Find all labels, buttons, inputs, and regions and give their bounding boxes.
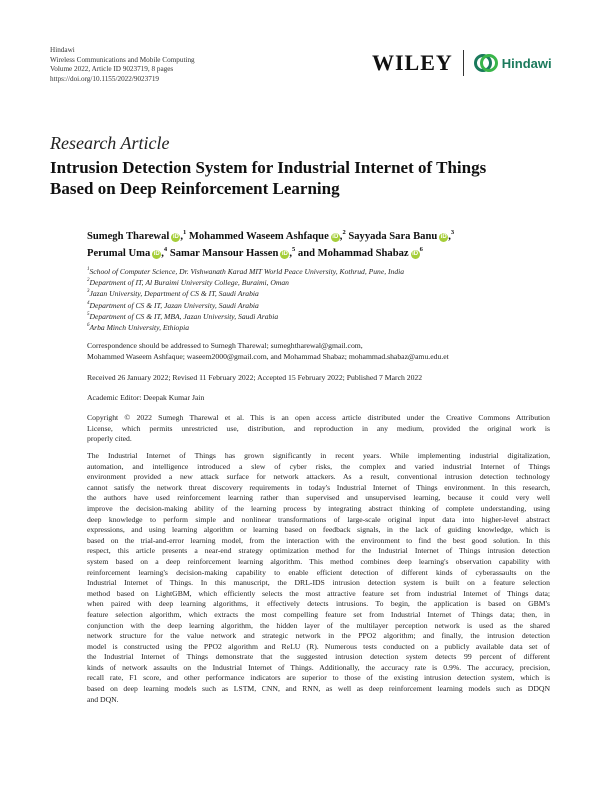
abstract-line: method based on LightGBM, which efficiently selects the most attractive feature set from industrial Internet of Things data;: [87, 588, 550, 598]
article-type: Research Article: [50, 133, 170, 153]
abstract-line: the Industrial Internet of Things demonstrate that the suggested intrusion detection system detects 99 percent of different: [87, 652, 550, 662]
copyright-notice: Copyright © 2022 Sumegh Tharewal et al. This is an open access article distributed under the Creative Commons Attribution License, which permits unrestricted use, distribution, and reproduction in any medium, provided the original work is properly cited.: [87, 413, 550, 444]
abstract-line: based on deep learning models such as LSTM, CNN, and RNN, as well as deep reinforcement learning models such as DDQN: [87, 684, 550, 694]
affiliation: $^6$Arba Minch University, Ethiopia: [87, 323, 190, 333]
author-list: [87, 228, 547, 262]
journal-name: Wireless Communications and Mobile Computing: [50, 55, 195, 64]
abstract-line: Industrial Internet of Things. In this manuscript, the DRL-IDS intrusion detection system is built on a feature selection: [87, 578, 550, 588]
title-line: Based on Deep Reinforcement Learning: [50, 179, 340, 198]
hindawi-logo-icon: [473, 50, 499, 76]
abstract-line: feature selection algorithm, which extracts the most compelling feature set from Industrial Internet of Things data; then, in: [87, 609, 550, 619]
affiliation: $^2$Department of IT, Al Buraimi University College, Buraimi, Oman: [87, 278, 289, 288]
volume-info: Volume 2022, Article ID 9023719, 8 pages: [50, 65, 174, 74]
abstract-line: when paired with deep learning algorithms, it effectively detects intrusions. To begin, the application is based on GBM's: [87, 599, 550, 609]
abstract-line: model is constructed using the PPO2 algorithm and ReLU (R). Numerous tests conducted on a publicly available data set of: [87, 641, 550, 651]
publication-dates: Received 26 January 2022; Revised 11 February 2022; Accepted 15 February 2022; Published 7 March 2022: [87, 373, 423, 382]
orcid-icon[interactable]: iD: [172, 234, 179, 240]
abstract-line: deep knowledge to perform simple and nonlinear transformations of large-scale original input data into higher-level abstract: [87, 514, 550, 524]
abstract-line: the authors have used reinforcement learning rather than supervised and unsupervised learning, because it could very well: [87, 493, 550, 503]
abstract-line: improve the decision-making ability of the learning process by integrating abstract thinking of complete understanding, using: [87, 503, 550, 513]
author-line: Sumegh Tharewal iD ,$^1$ Mohammed Waseem Ashfaque iD ,$^2$ Sayyada Sara Banu iD ,$^3$: [87, 229, 455, 242]
author-line: Perumal Uma iD ,$^4$ Samar Mansour Hassen iD ,$^5$ and Mohammad Shabaz $iD^6$: [87, 246, 423, 259]
affiliation: $^5$Department of CS & IT, MBA, Jazan University, Saudi Arabia: [87, 311, 279, 321]
author-name: Sayyada Sara Banu: [348, 231, 438, 242]
abstract-line: based on the trial-and-error learning model, from the interaction with the environment to find the best good solution. In this: [87, 535, 550, 545]
article-title: [50, 157, 550, 199]
orcid-icon[interactable]: iD: [153, 251, 160, 257]
author-name: Mohammad Shabaz: [317, 248, 409, 259]
hindawi-logo-text: Hindawi: [501, 55, 552, 71]
abstract-line: system based on a deep reinforcement learning algorithm. This method combines deep learning's observation capability with: [87, 556, 550, 566]
author-affiliation-number: 4: [163, 246, 168, 253]
correspondence: [87, 341, 550, 362]
abstract-line: and DQN.: [87, 694, 119, 704]
author-name: Samar Mansour Hassen: [169, 248, 279, 259]
abstract-line: expressions, and using learning algorithm or learning based on feedback signals, in the lack of guiding knowledge, which is: [87, 525, 550, 535]
affiliation: $^1$School of Computer Science, Dr. Vishwanath Karad MIT World Peace University, Kothrud, Pune, India: [87, 267, 405, 276]
abstract-line: reinforcement learning's decision-making capability to enable efficient detection of different kinds of cyberassaults on the: [87, 567, 550, 577]
abstract-line: The Industrial Internet of Things has grown significantly in recent years. While implementing industrial digitalization,: [87, 451, 550, 460]
author-affiliation-number: 3: [450, 229, 455, 236]
abstract-line: cannot satisfy the network threat discovery requirements in today's Industrial Internet of Things environment. In this research,: [87, 482, 550, 492]
orcid-icon[interactable]: iD: [440, 234, 447, 240]
affiliation: $^4$Department of CS & IT, Jazan University, Saudi Arabia: [87, 300, 259, 310]
author-affiliation-number: 1: [182, 229, 187, 236]
publisher-logos: [372, 50, 552, 76]
publisher-name: Hindawi: [50, 46, 75, 54]
abstract-line: conjunction with the deep learning algorithm, the hidden layer of the multilayer perception network is used as the shared: [87, 620, 550, 630]
affiliation-list: [87, 266, 404, 333]
author-affiliation-number: 2: [342, 229, 346, 236]
logo-divider: [463, 50, 464, 76]
abstract-line: recall rate, F1 score, and other performance indicators are superior to those of the existing intrusion detection system, which is: [87, 673, 550, 683]
academic-editor: Academic Editor: Deepak Kumar Jain: [87, 393, 205, 402]
abstract-line: automation, and intelligence introduced a slew of cyber risks, the complex and varied industrial Internet of Things: [87, 461, 550, 471]
abstract-line: network structure for the value network and strategic network in the PPO2 algorithm; and finally, the intrusion detection: [87, 631, 550, 641]
correspondence-line: Correspondence should be addressed to Sumegh Tharewal; sumeghtharewal@gmail.com,: [87, 341, 363, 350]
correspondence-line: Mohammed Waseem Ashfaque; waseem2000@gmail.com, and Mohammad Shabaz; mohammad.shabaz@amu.edu.et: [87, 351, 449, 361]
affiliation: $^3$Jazan University, Department of CS & IT, Saudi Arabia: [87, 289, 259, 299]
author-affiliation-number: 5: [292, 246, 296, 253]
orcid-icon[interactable]: iD: [412, 251, 419, 257]
title-line: Intrusion Detection System for Industrial Internet of Things: [50, 158, 487, 177]
wiley-logo: WILEY: [372, 50, 453, 75]
doi-link[interactable]: https://doi.org/10.1155/2022/9023719: [50, 74, 160, 83]
journal-meta: [50, 46, 195, 84]
abstract-line: respect, this article presents a near-end strategy optimization method for the Industrial Internet of Things intrusion detection: [87, 546, 550, 556]
author-name: Perumal Uma: [87, 248, 151, 259]
abstract: [87, 451, 550, 705]
author-connector: and: [297, 248, 315, 259]
author-name: Mohammed Waseem Ashfaque: [188, 231, 329, 242]
orcid-icon[interactable]: iD: [281, 251, 288, 257]
author-name: Sumegh Tharewal: [87, 231, 170, 242]
abstract-line: environment provided a new attack surface for network attackers. As a result, conventional intrusion detection technology: [87, 472, 550, 482]
abstract-line: kinds of network assaults on the Industrial Internet of Things. Additionally, the accuracy rate is 0.9%. The accuracy, precision,: [87, 662, 550, 672]
orcid-icon[interactable]: iD: [332, 234, 339, 240]
author-affiliation-number: 6: [419, 246, 423, 253]
